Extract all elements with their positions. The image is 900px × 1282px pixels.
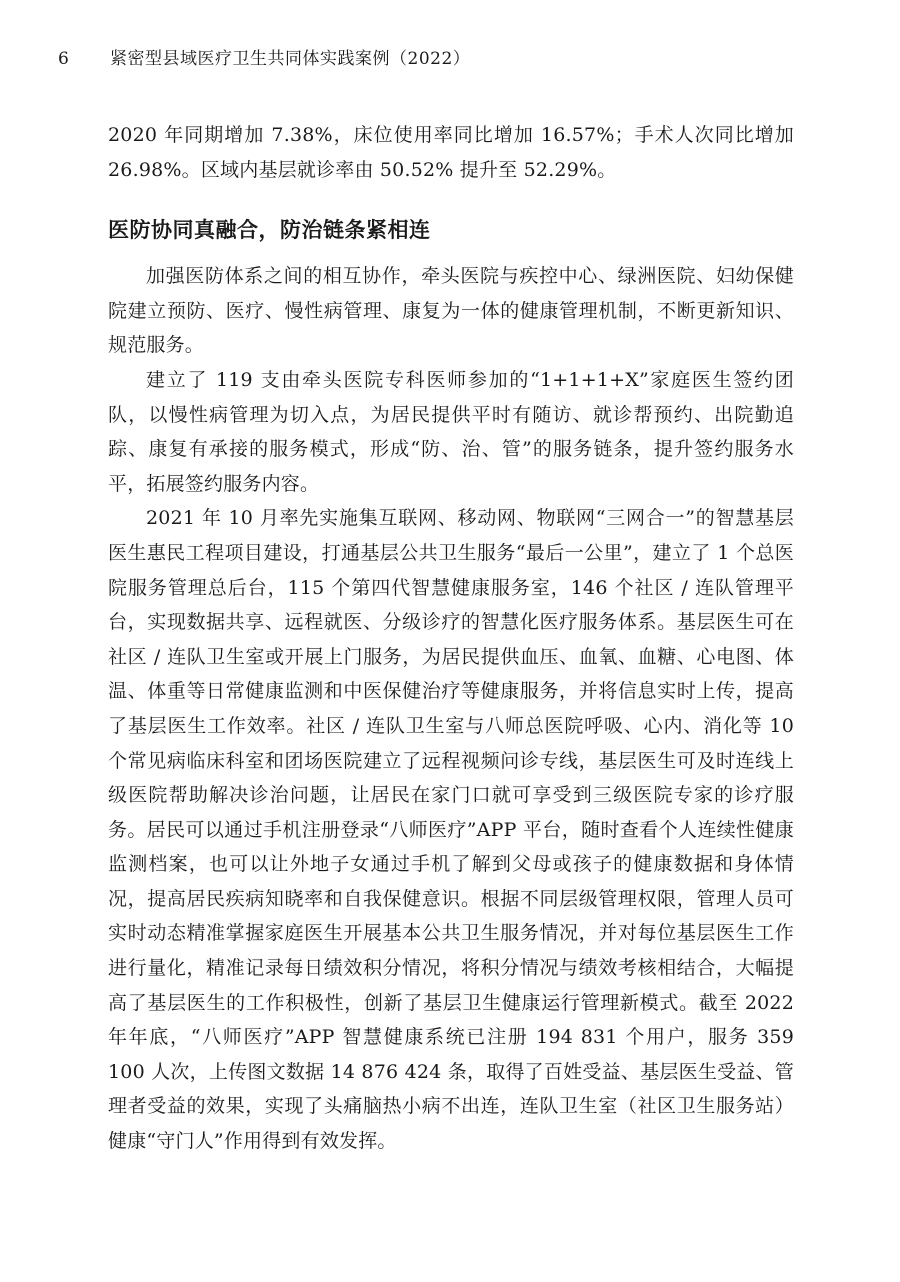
running-title: 紧密型县域医疗卫生共同体实践案例（2022） (110, 49, 471, 69)
body-paragraph-3: 2021 年 10 月率先实施集互联网、移动网、物联网“三网合一”的智慧基层医生惠民工程项目建设，打通基层公共卫生服务“最后一公里”，建立了 1 个总医院服务管理总后台，115 个第四代智慧健康服务室，146 个社区 / 连队管理平台，实现数据共享、远程就医、分级诊疗的智慧化医疗服务体系。基层医生可在社区 / 连队卫生室或开展上门服务，为居民提供血压、血氧、血糖、心电图、体温、体重等日常健康监测和中医保健治疗等健康服务，并将信息实时上传，提高了基层医生工作效率。社区 / 连队卫生室与八师总医院呼吸、心内、消化等 10 个常见病临床科室和团场医院建立了远程视频问诊专线，基层医生可及时连线上级医院帮助解决诊治问题，让居民在家门口就可享受到三级医院专家的诊疗服务。居民可以通过手机注册登录“八师医疗”APP 平台，随时查看个人连续性健康监测档案，也可以让外地子女通过手机了解到父母或孩子的健康数据和身体情况，提高居民疾病知晓率和自我保健意识。根据不同层级管理权限，管理人员可实时动态精准掌握家庭医生开展基本公共卫生服务情况，并对每位基层医生工作进行量化，精准记录每日绩效积分情况，将积分情况与绩效考核相结合，大幅提高了基层医生的工作积极性，创新了基层卫生健康运行管理新模式。截至 2022 年年底，“八师医疗”APP 智慧健康系统已注册 194 831 个用户，服务 359 100 人次，上传图文数据 14 876 424 条，取得了百姓受益、基层医生受益、管理者受益的效果，实现了头痛脑热小病不出连，连队卫生室（社区卫生服务站）健康“守门人”作用得到有效发挥。 (108, 507, 794, 1153)
running-header (58, 44, 840, 74)
page-body (108, 118, 794, 1159)
body-paragraph-1: 加强医防体系之间的相互协作，牵头医院与疾控中心、绿洲医院、妇幼保健院建立预防、医疗、慢性病管理、康复为一体的健康管理机制，不断更新知识、规范服务。 (108, 265, 794, 357)
section-heading: 医防协同真融合，防治链条紧相连 (108, 218, 431, 243)
lead-paragraph: 2020 年同期增加 7.38%，床位使用率同比增加 16.57%；手术人次同比增加 26.98%。区域内基层就诊率由 50.52% 提升至 52.29%。 (108, 124, 794, 181)
page-number: 6 (58, 49, 69, 69)
body-paragraph-2: 建立了 119 支由牵头医院专科医师参加的“1+1+1+X”家庭医生签约团队，以慢性病管理为切入点，为居民提供平时有随访、就诊帮预约、出院勤追踪、康复有承接的服务模式，形成“防、治、管”的服务链条，提升签约服务水平，拓展签约服务内容。 (108, 368, 794, 495)
